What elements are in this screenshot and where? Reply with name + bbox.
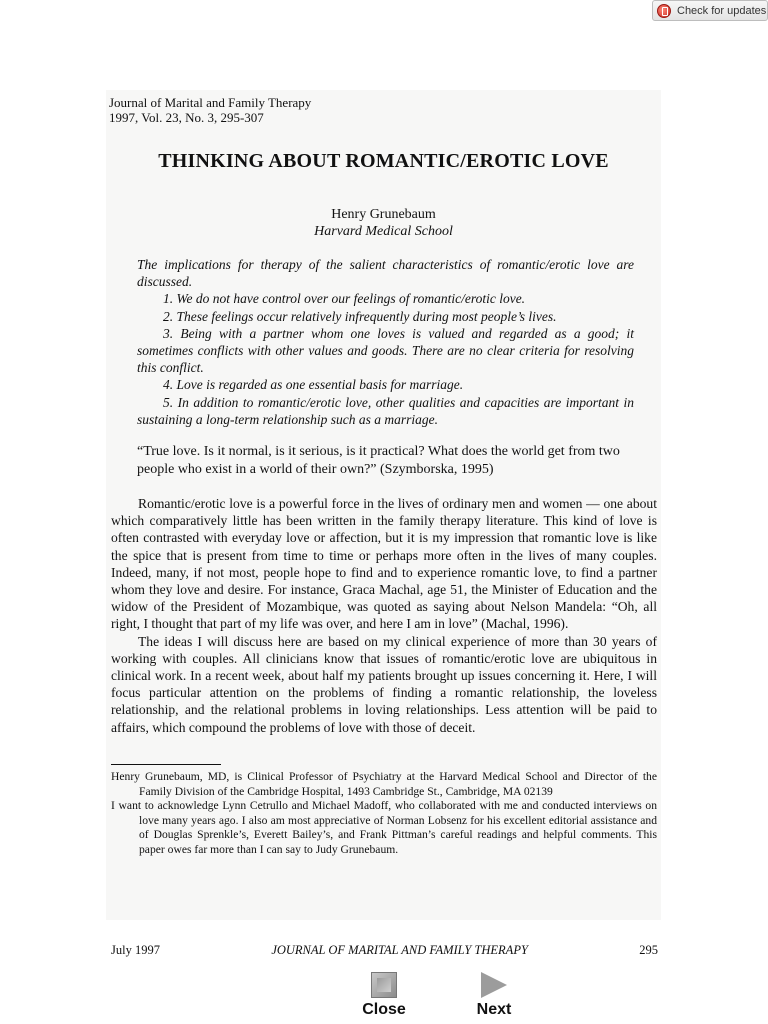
abstract-point: 3. Being with a partner whom one loves is valued and regarded as a good; it sometimes conflicts with other values and goods. There are no clear criteria for resolving this conflict. (137, 325, 634, 376)
body-text (111, 495, 657, 736)
author-affiliation: Harvard Medical School (314, 224, 453, 239)
close-label: Close (362, 1001, 406, 1018)
author-block (106, 206, 661, 240)
check-for-updates-label: Check for updates (677, 4, 767, 17)
page-footer (111, 943, 658, 958)
journal-name: Journal of Marital and Family Therapy (109, 95, 312, 110)
body-paragraph: Romantic/erotic love is a powerful force in the lives of ordinary men and women — one about which comparatively little has been written in the family therapy literature. This kind of love is often contrasted with everyday love or affection, but it is my impression that romantic love is like the spice that is present from time to time or perhaps more often in the lives of many couples. Indeed, many, if not most, people hope to find and to experience romantic love, to find a partner whom they love and desire. For instance, Graca Machal, age 51, the Minister of Education and the widow of the President of Mozambique, was quoted as saying about Nelson Mandela: “Oh, all right, I thought that part of my life was over, and here I am in love” (Machal, 1996). (111, 496, 657, 632)
article-title: THINKING ABOUT ROMANTIC/EROTIC LOVE (158, 150, 609, 172)
abstract-point: 2. These feelings occur relatively infrequently during most people’s lives. (163, 308, 557, 324)
page-number: 295 (639, 943, 658, 957)
abstract-point: 4. Love is regarded as one essential basis for marriage. (163, 377, 464, 393)
journal-reference (109, 95, 311, 125)
close-button[interactable] (354, 972, 414, 1022)
crossmark-icon (657, 4, 671, 18)
next-label: Next (476, 1001, 512, 1018)
epigraph: “True love. Is it normal, is it serious, is it practical? What does the world get from two people who exist in a world of their own?” (Szymborska, 1995) (137, 444, 620, 477)
next-arrow-icon (481, 972, 507, 998)
footer-journal: JOURNAL OF MARITAL AND FAMILY THERAPY (271, 943, 528, 957)
close-icon (371, 972, 397, 998)
author-name: Henry Grunebaum (331, 207, 436, 222)
abstract-intro: The implications for therapy of the salient characteristics of romantic/erotic love are discussed. (137, 257, 634, 290)
next-button[interactable] (464, 972, 524, 1022)
footer-date: July 1997 (111, 943, 160, 957)
footnote-divider (111, 764, 221, 765)
footnote: Henry Grunebaum, MD, is Clinical Professor of Psychiatry at the Harvard Medical School and Director of the Family Division of the Cambridge Hospital, 1493 Cambridge St., Cambridge, MA 02139 (111, 770, 657, 798)
abstract-point: 5. In addition to romantic/erotic love, other qualities and capacities are important in sustaining a long-term relationship such as a marriage. (137, 394, 634, 427)
check-for-updates-button[interactable] (652, 0, 768, 21)
footnotes (111, 770, 657, 858)
journal-volume: 1997, Vol. 23, No. 3, 295-307 (109, 110, 264, 125)
abstract-point: 1. We do not have control over our feelings of romantic/erotic love. (163, 291, 526, 307)
body-paragraph: The ideas I will discuss here are based on my clinical experience of more than 30 years of working with couples. All clinicians know that issues of romantic/erotic love are ubiquitous in clinical work. In a recent week, about half my patients brought up issues concerning it. Here, I will focus particular attention on the problems of finding a romantic relationship, the loveless relationship, and the relational problems in loving relationships. Less attention will be paid to affairs, which compound the problems of love with those of deceit. (111, 633, 657, 735)
footnote: I want to acknowledge Lynn Cetrullo and Michael Madoff, who collaborated with me and conducted interviews on love many years ago. I also am most appreciative of Norman Lobsenz for his excellent editorial assistance and of Douglas Sprenkle’s, Everett Bailey’s, and Frank Pittman’s careful readings and helpful comments. This paper owes far more than I can say to Judy Grunebaum. (111, 799, 657, 856)
abstract (137, 256, 634, 428)
